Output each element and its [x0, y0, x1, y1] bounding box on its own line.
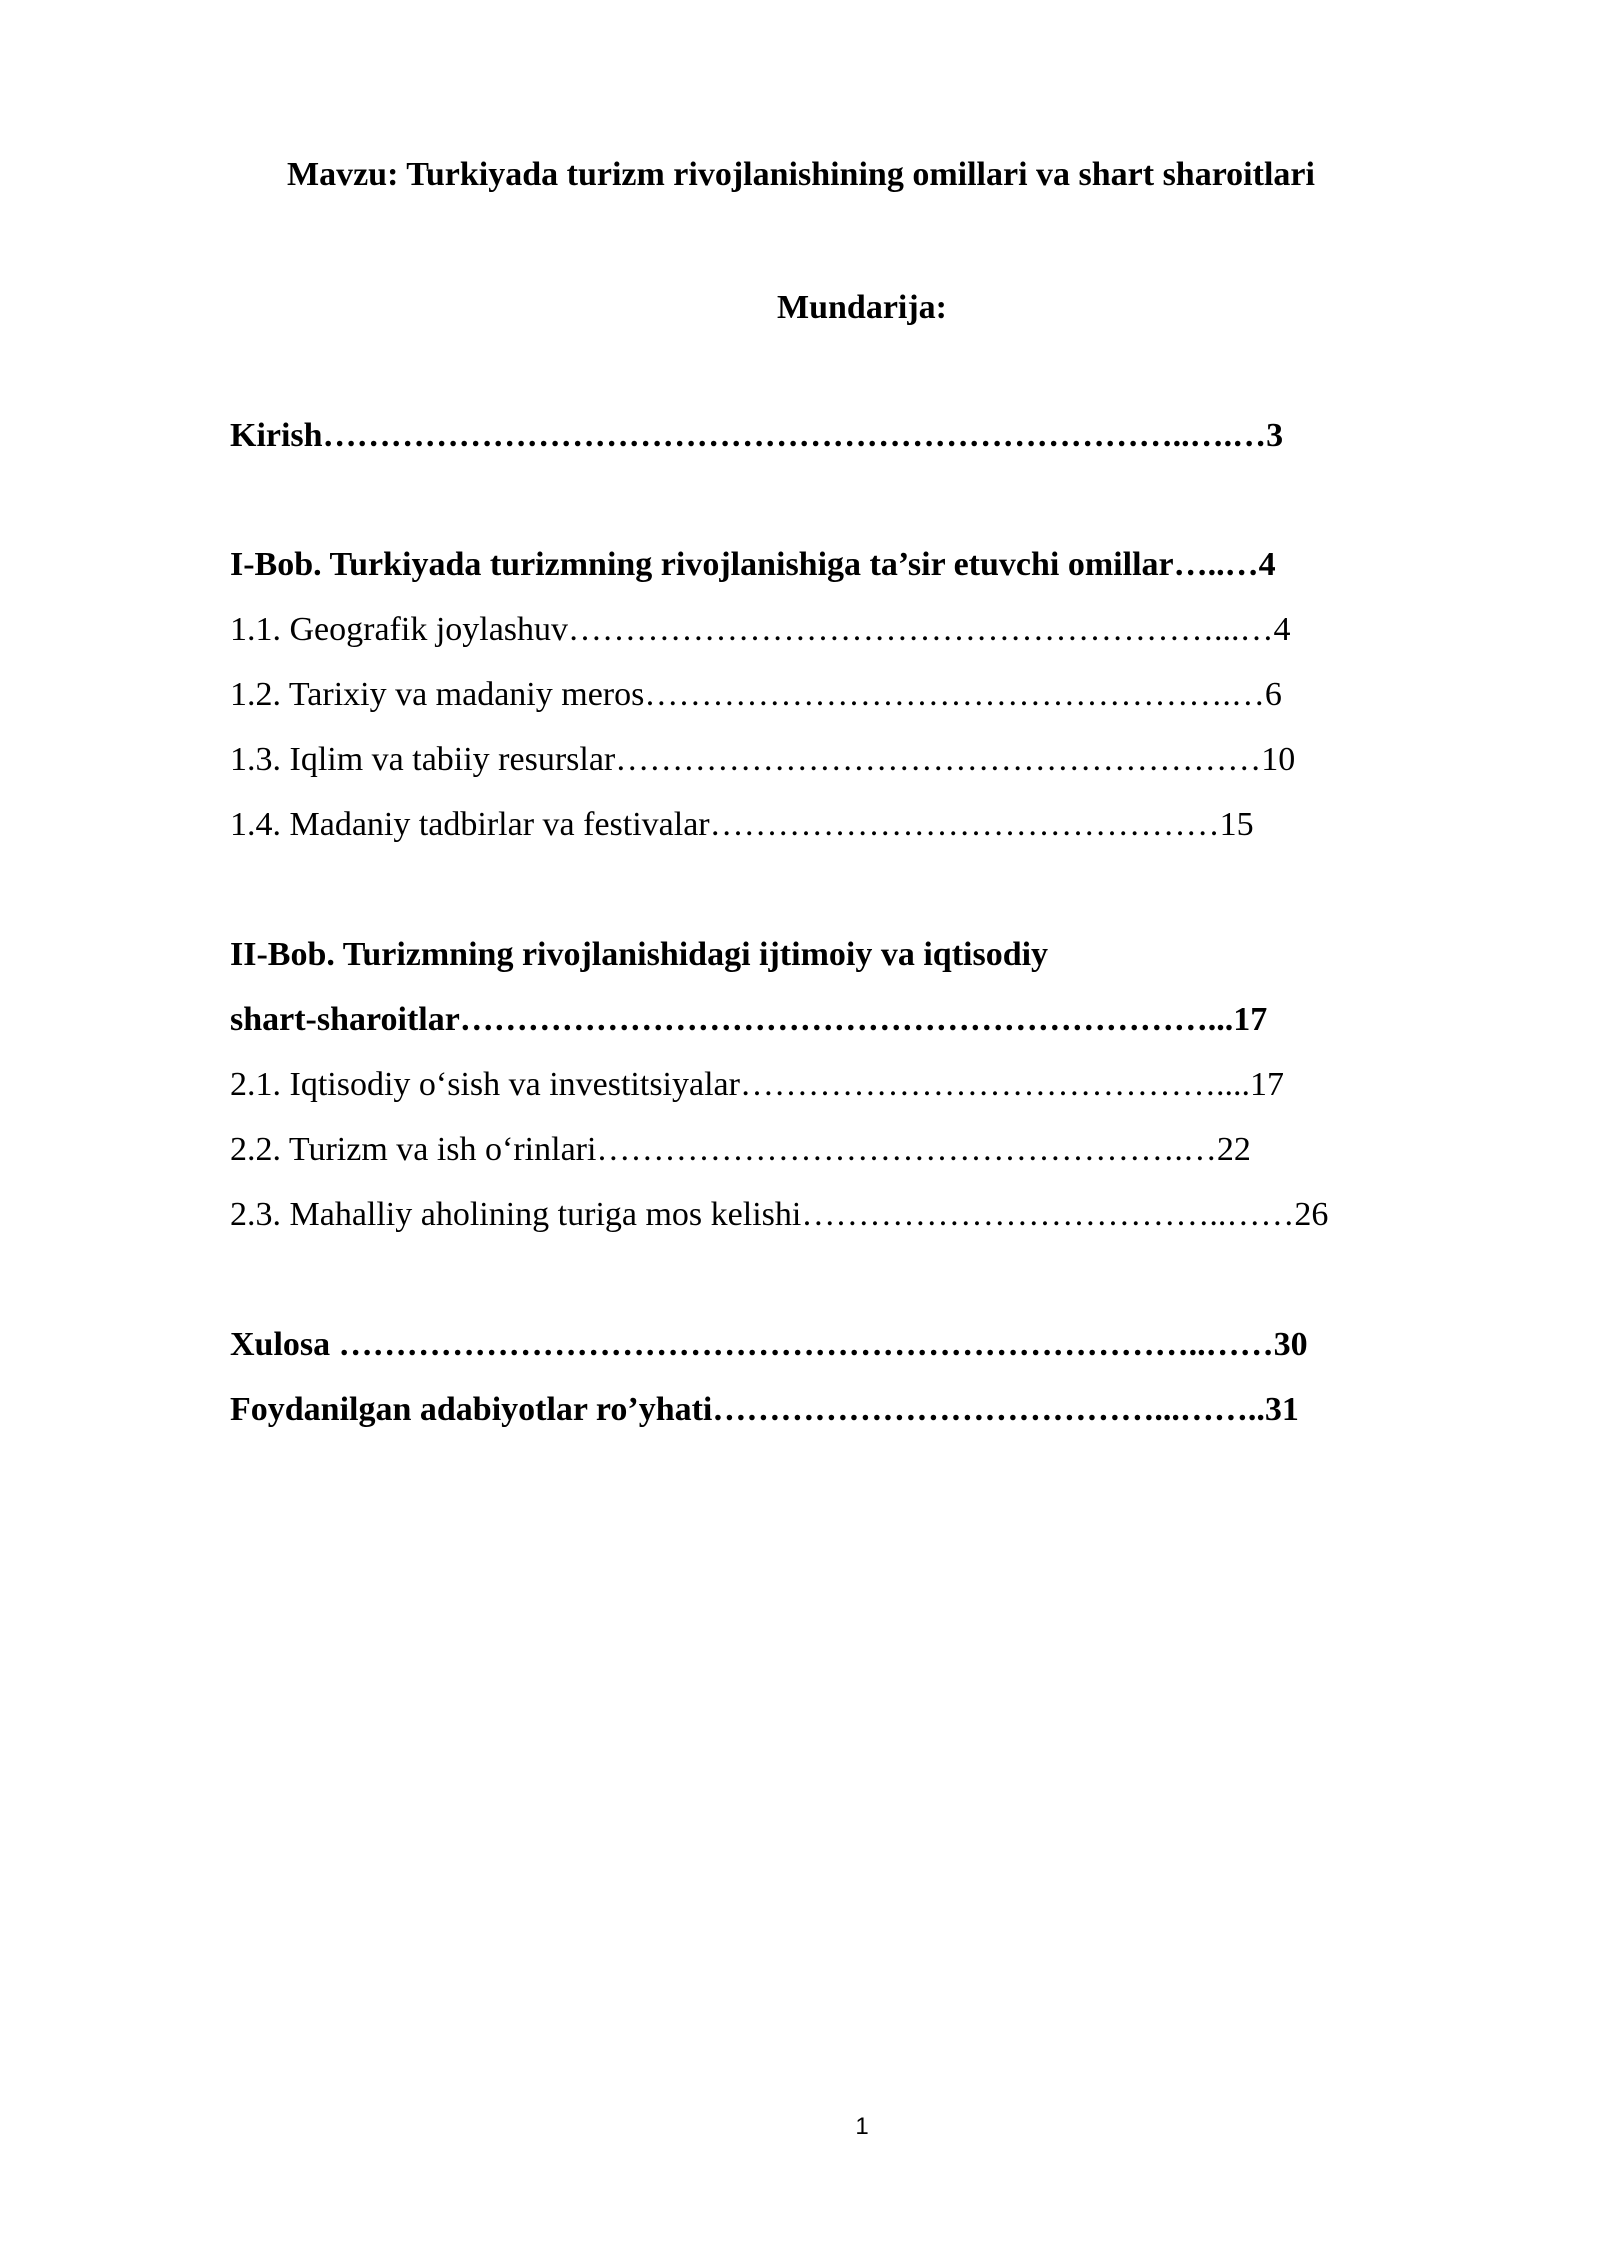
- toc-entry-1-1: 1.1. Geografik joylashuv…………………………………………………...…4: [230, 611, 1291, 648]
- toc-entry-xulosa: Xulosa …………………………………………………………………..……30: [230, 1326, 1308, 1363]
- toc-entry-1-4: 1.4. Madaniy tadbirlar va festivalar………………………………………15: [230, 806, 1254, 843]
- toc-entry-chapter-1: I-Bob. Turkiyada turizmning rivojlanishiga ta’sir etuvchi omillar…..…4: [230, 546, 1276, 583]
- toc-entry-1-2: 1.2. Tarixiy va madaniy meros…………………………………………….…6: [230, 676, 1282, 713]
- toc-heading: Mundarija:: [777, 289, 947, 326]
- toc-entry-2-1: 2.1. Iqtisodiy o‘sish va investitsiyalar……………………………………....17: [230, 1066, 1284, 1103]
- toc-entry-chapter-2-line-2: shart-sharoitlar…………………………………………………………...17: [230, 1001, 1268, 1038]
- toc-entry-adabiyotlar: Foydanilgan adabiyotlar ro’yhati…………………………………...……..31: [230, 1391, 1299, 1428]
- toc-entry-1-3: 1.3. Iqlim va tabiiy resurslar…………………………………………………10: [230, 741, 1296, 778]
- toc-entry-chapter-2-line-1: II-Bob. Turizmning rivojlanishidagi ijtimoiy va iqtisodiy: [230, 936, 1049, 973]
- toc-entry-kirish: Kirish…………………………………………………………………..….…3: [230, 417, 1284, 454]
- toc-entry-2-3: 2.3. Mahalliy aholining turiga mos kelishi………………………………..……26: [230, 1196, 1329, 1233]
- toc-entry-2-2: 2.2. Turizm va ish o‘rinlari…………………………………………….…22: [230, 1131, 1251, 1168]
- document-title: Mavzu: Turkiyada turizm rivojlanishining omillari va shart sharoitlari: [287, 156, 1315, 193]
- page-number: 1: [855, 2113, 869, 2140]
